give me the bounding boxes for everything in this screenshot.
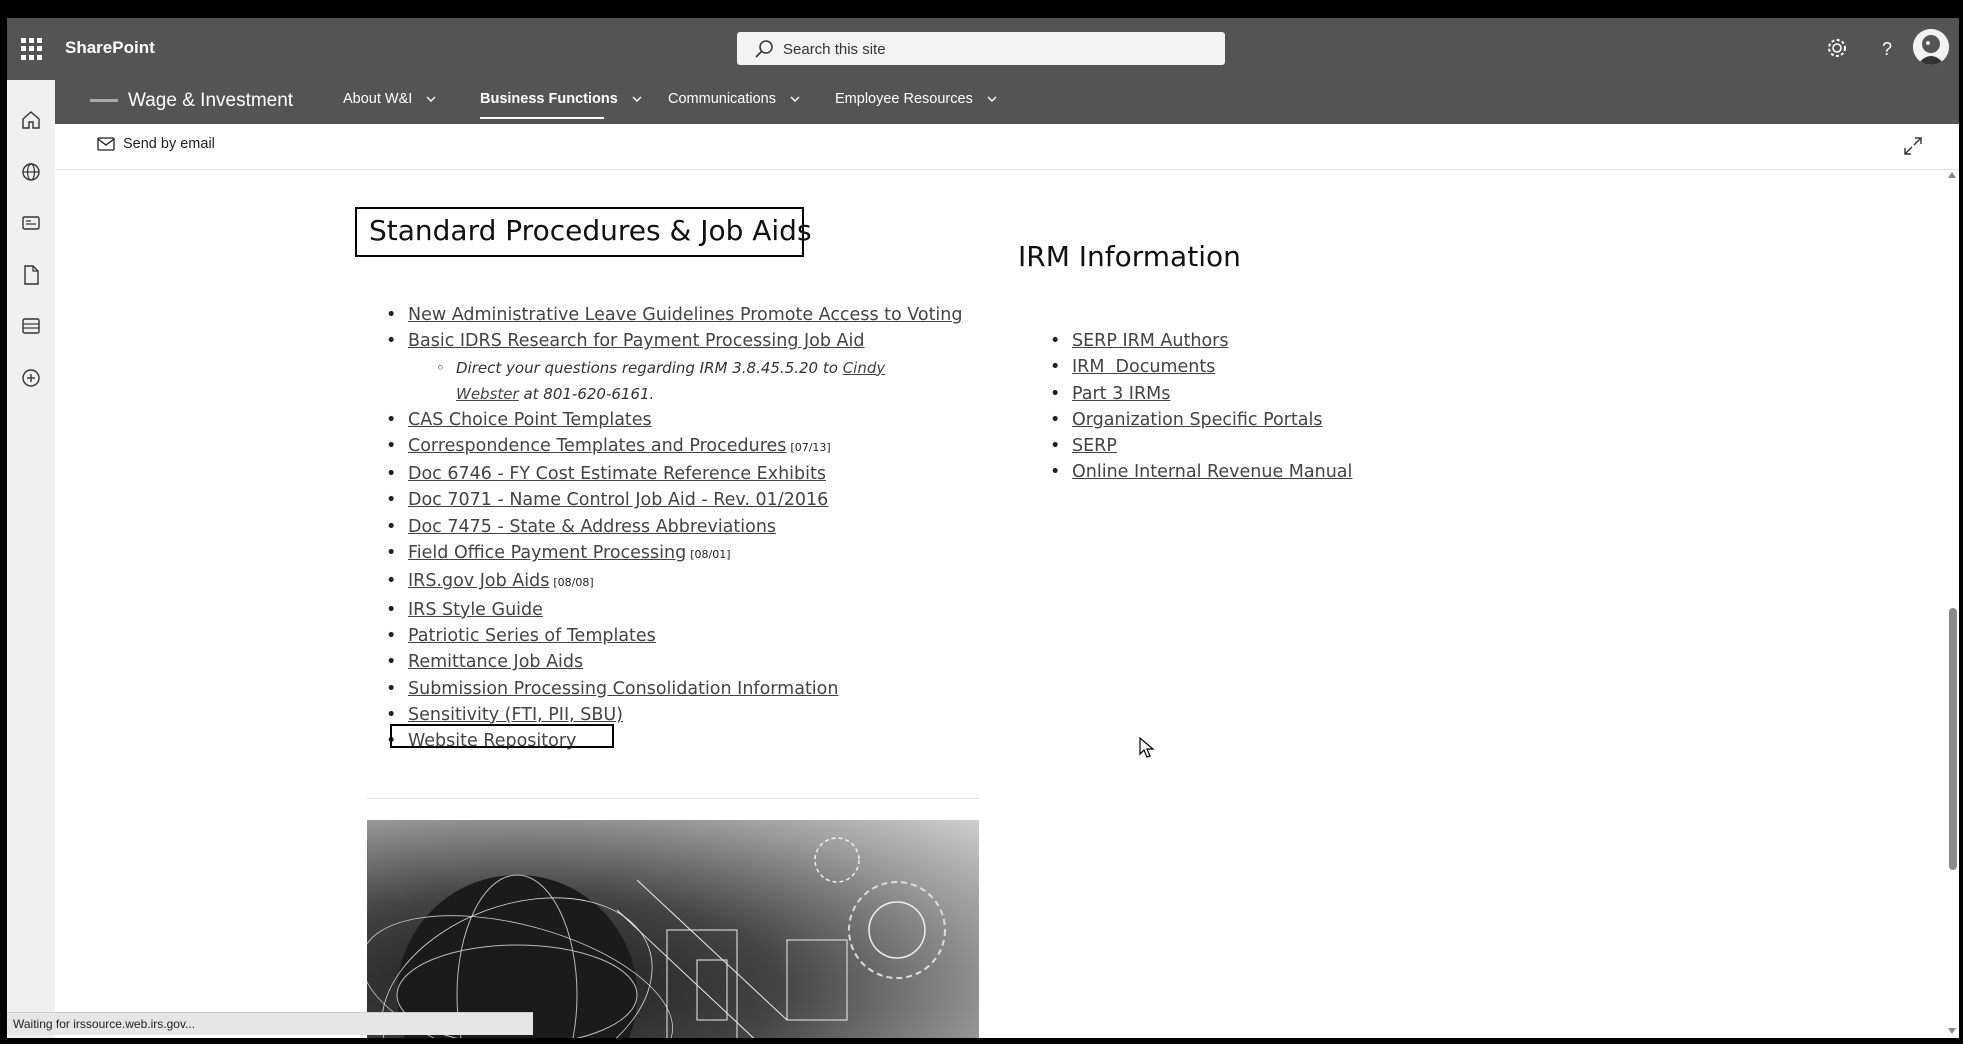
site-title[interactable]: Wage & Investment [128, 90, 294, 111]
browser-window [7, 18, 1959, 1038]
list-item [1050, 433, 1352, 459]
link-serp[interactable]: SERP [1072, 436, 1117, 457]
svg-text:?: ? [1882, 39, 1893, 59]
gear-icon[interactable] [1823, 34, 1851, 62]
list-item [1050, 328, 1352, 354]
link-irm-documents[interactable]: IRM Documents [1072, 357, 1216, 378]
list-item [386, 568, 963, 596]
chevron-down-icon [426, 95, 436, 103]
scroll-thumb[interactable] [1949, 608, 1957, 870]
search-icon [753, 38, 775, 60]
search-box[interactable] [737, 32, 1225, 65]
vertical-scrollbar[interactable] [1945, 170, 1959, 1038]
list-item [1050, 381, 1352, 407]
list-item [1050, 407, 1352, 433]
nav-business-functions-label: Business Functions [480, 91, 618, 107]
command-bar [55, 124, 1959, 170]
list-item [386, 328, 963, 406]
link-irs-style-guide[interactable]: IRS Style Guide [408, 599, 543, 620]
suite-bar [7, 18, 1959, 80]
sub-note [436, 355, 926, 407]
nav-communications-label: Communications [668, 91, 776, 107]
list-item [386, 540, 963, 568]
link-highlight-box [390, 724, 614, 748]
list-item [386, 407, 963, 433]
news-icon[interactable] [19, 211, 43, 235]
link-admin-leave[interactable]: New Administrative Leave Guidelines Promote Access to Voting [408, 305, 963, 325]
home-icon[interactable] [19, 108, 43, 132]
link-submission-processing[interactable]: Submission Processing Consolidation Information [408, 678, 839, 699]
list-item [386, 461, 963, 487]
send-by-email-label: Send by email [123, 136, 215, 152]
list-item [1050, 354, 1352, 380]
page-content [55, 170, 1945, 1038]
hub-navigation [55, 80, 1959, 124]
link-remittance-job-aids[interactable]: Remittance Job Aids [408, 652, 584, 673]
app-launcher-icon[interactable] [21, 38, 43, 60]
chevron-down-icon [790, 95, 800, 103]
link-irs-gov-job-aids[interactable]: IRS.gov Job Aids [408, 571, 550, 592]
create-icon[interactable] [19, 366, 43, 390]
link-part-3-irms[interactable]: Part 3 IRMs [1072, 383, 1171, 404]
nav-about-label: About W&I [343, 91, 413, 107]
sub-list [408, 355, 963, 407]
scroll-up-arrow[interactable] [1948, 172, 1956, 178]
chevron-down-icon [987, 95, 997, 103]
link-field-office-payment[interactable]: Field Office Payment Processing [408, 543, 687, 564]
procedures-link-list [386, 302, 963, 754]
list-item [386, 649, 963, 675]
list-item [386, 514, 963, 540]
nav-about[interactable] [343, 91, 436, 107]
left-rail [7, 80, 55, 1038]
link-website-repository[interactable]: Website Repository [408, 731, 577, 752]
list-item [386, 623, 963, 649]
link-doc-7475[interactable]: Doc 7475 - State & Address Abbreviations [408, 516, 777, 537]
nav-communications[interactable] [668, 91, 800, 107]
avatar[interactable] [1913, 29, 1949, 65]
list-item [386, 597, 963, 623]
link-online-irm[interactable]: Online Internal Revenue Manual [1072, 462, 1353, 483]
irm-link-list [1050, 328, 1352, 486]
nav-business-functions[interactable] [480, 91, 642, 107]
date-tag: [07/13] [790, 440, 831, 454]
link-sensitivity[interactable]: Sensitivity (FTI, PII, SBU) [408, 704, 623, 725]
list-icon[interactable] [19, 314, 43, 338]
site-logo[interactable] [90, 99, 118, 102]
list-item [386, 487, 963, 513]
sub-note-suffix: at 801-620-6161. [518, 384, 655, 403]
help-icon[interactable] [1873, 34, 1901, 62]
chevron-down-icon [632, 95, 642, 103]
link-doc-6746[interactable]: Doc 6746 - FY Cost Estimate Reference Exhibits [408, 464, 826, 485]
scroll-down-arrow[interactable] [1948, 1028, 1956, 1034]
link-basic-idrs[interactable]: Basic IDRS Research for Payment Processing Job Aid [408, 331, 865, 352]
date-tag: [08/08] [553, 576, 594, 590]
list-item [386, 302, 963, 328]
list-item [386, 676, 963, 702]
link-cas-choice-point[interactable]: CAS Choice Point Templates [408, 409, 652, 430]
section-heading-procedures: Standard Procedures & Job Aids [369, 214, 812, 247]
expand-icon[interactable] [1901, 134, 1925, 158]
link-patriotic-series[interactable]: Patriotic Series of Templates [408, 625, 656, 646]
mail-icon [97, 137, 115, 151]
nav-employee-resources-label: Employee Resources [835, 91, 973, 107]
link-serp-irm-authors[interactable]: SERP IRM Authors [1072, 331, 1229, 351]
globe-icon[interactable] [19, 160, 43, 184]
app-name[interactable]: SharePoint [65, 38, 155, 57]
list-item [1050, 459, 1352, 485]
link-correspondence-templates[interactable]: Correspondence Templates and Procedures [408, 435, 787, 456]
search-input[interactable] [781, 32, 1215, 67]
technology-globe-image [367, 820, 979, 1038]
sub-note-prefix: Direct your questions regarding IRM 3.8.45.5.20 to [456, 358, 843, 377]
nav-employee-resources[interactable] [835, 91, 997, 107]
list-item [386, 433, 963, 461]
active-tab-indicator [480, 117, 604, 119]
section-heading-irm: IRM Information [1018, 240, 1241, 273]
document-icon[interactable] [19, 263, 43, 287]
link-doc-7071[interactable]: Doc 7071 - Name Control Job Aid - Rev. 01/2016 [408, 490, 829, 511]
date-tag: [08/01] [690, 548, 731, 562]
browser-status-bar: Waiting for irssource.web.irs.gov... [7, 1012, 533, 1035]
section-divider [367, 798, 979, 799]
link-cindy-webster[interactable]: Cindy Webster [456, 358, 886, 403]
link-org-specific-portals[interactable]: Organization Specific Portals [1072, 409, 1323, 430]
send-by-email-button[interactable] [97, 136, 215, 152]
mouse-cursor-icon [1138, 737, 1156, 759]
